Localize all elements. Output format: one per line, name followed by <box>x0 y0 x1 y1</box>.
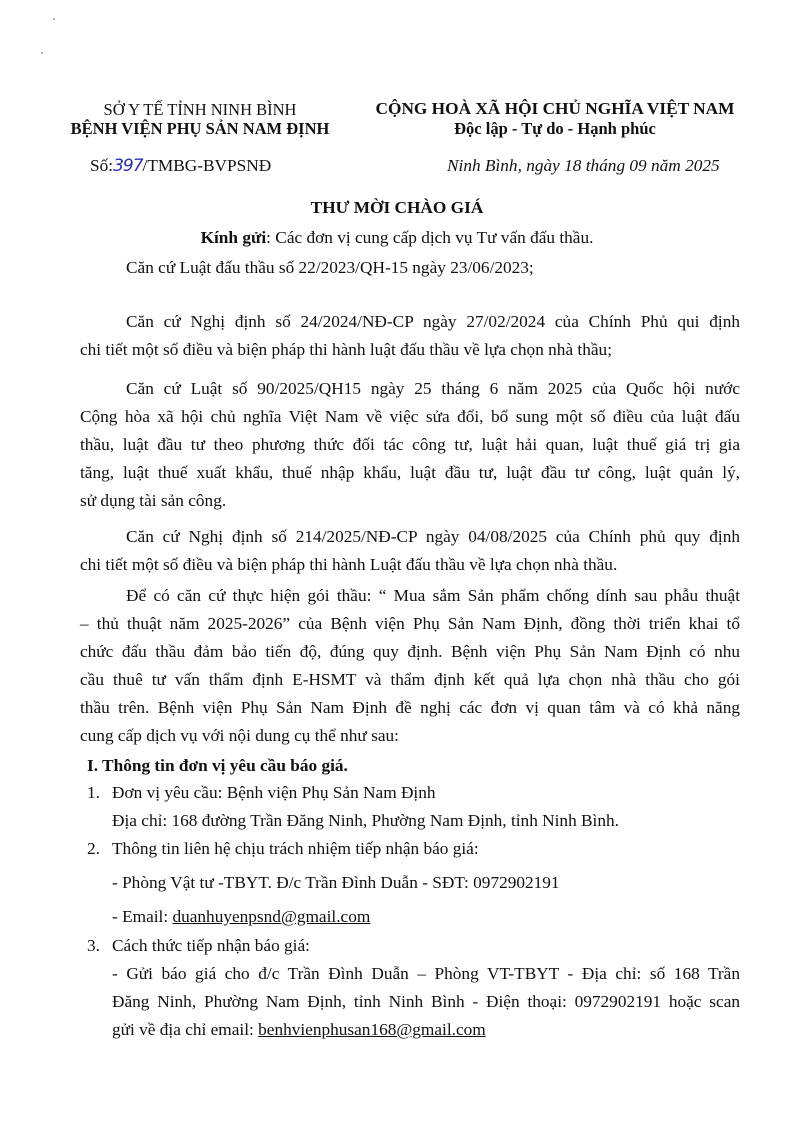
purpose-paragraph <box>80 582 740 750</box>
legal-basis-paragraph <box>80 523 740 579</box>
paragraph-line <box>112 1016 740 1044</box>
paragraph-line: thầu trên. Bệnh viện Phụ Sản Nam Định đề nghị các đơn vị quan tâm và có khả năng <box>80 698 740 717</box>
item-number: 2. <box>87 839 100 858</box>
item-number: 3. <box>87 936 100 955</box>
item-text: Cách thức tiếp nhận báo giá: <box>112 936 310 955</box>
scan-speck <box>41 52 43 54</box>
paragraph-line: chức đấu thầu đảm bảo tiến độ, đúng quy định. Bệnh viện Phụ Sản Nam Định có nhu <box>80 642 740 661</box>
country-name: CỘNG HOÀ XÃ HỘI CHỦ NGHĨA VIỆT NAM <box>375 99 735 118</box>
hospital-name: BỆNH VIỆN PHỤ SẢN NAM ĐỊNH <box>70 119 330 138</box>
email-prefix: gửi về địa chỉ email: <box>112 1020 259 1039</box>
number-prefix: Số: <box>90 156 114 175</box>
legal-basis-paragraph <box>80 308 740 364</box>
paragraph-line: chi tiết một số điều và biện pháp thi hành luật đấu thầu về lựa chọn nhà thầu; <box>80 340 612 359</box>
paragraph-line: - Gửi báo giá cho đ/c Trần Đình Duẫn – Phòng VT-TBYT - Địa chỉ: số 168 Trần <box>112 964 740 983</box>
item-text: Đơn vị yêu cầu: Bệnh viện Phụ Sản Nam Định <box>112 783 436 802</box>
paragraph-line: Căn cứ Luật số 90/2025/QH15 ngày 25 tháng 6 năm 2025 của Quốc hội nước <box>126 379 740 398</box>
place-date: Ninh Bình, ngày 18 tháng 09 năm 2025 <box>447 156 720 175</box>
paragraph-line: thầu, luật đầu tư theo phương thức đối tác công tư, luật hải quan, luật thuế giá trị gia <box>80 435 740 454</box>
item-number: 1. <box>87 783 100 802</box>
paragraph-line: sử dụng tài sản công. <box>80 491 227 510</box>
address-line: Địa chỉ: 168 đường Trần Đăng Ninh, Phường Nam Định, tỉnh Ninh Bình. <box>112 811 619 830</box>
national-motto: Độc lập - Tự do - Hạnh phúc <box>454 119 656 138</box>
paragraph-line: – thủ thuật năm 2025-2026” của Bệnh viện Phụ Sản Nam Định, đồng thời triển khai tổ <box>80 614 740 633</box>
document-title: THƯ MỜI CHÀO GIÁ <box>310 198 484 217</box>
paragraph-line: Căn cứ Nghị định số 24/2024/NĐ-CP ngày 27/02/2024 của Chính Phủ qui định <box>126 312 740 331</box>
contact-line: - Phòng Vật tư -TBYT. Đ/c Trần Đình Duẫn - SĐT: 0972902191 <box>112 873 560 892</box>
submission-email-link[interactable]: benhvienphusan168@gmail.com <box>258 1020 486 1039</box>
item-text: Thông tin liên hệ chịu trách nhiệm tiếp nhận báo giá: <box>112 839 479 858</box>
recipient-text: : Các đơn vị cung cấp dịch vụ Tư vấn đấu thầu. <box>266 228 594 247</box>
department-name: SỞ Y TẾ TỈNH NINH BÌNH <box>103 100 297 119</box>
submission-instructions <box>112 960 740 1044</box>
paragraph-line: Đăng Ninh, Phường Nam Định, tỉnh Ninh Bình - Điện thoại: 0972902191 hoặc scan <box>112 992 740 1011</box>
number-suffix: /TMBG-BVPSNĐ <box>142 156 272 175</box>
legal-basis-paragraph <box>80 254 740 282</box>
handwritten-number: 397 <box>113 156 143 176</box>
paragraph-line: Cộng hòa xã hội chủ nghĩa Việt Nam về việc sửa đổi, bổ sung một số điều của luật đấu <box>80 407 740 426</box>
recipient-line <box>0 228 794 248</box>
contact-email-link[interactable]: duanhuyenpsnd@gmail.com <box>172 907 371 926</box>
legal-basis-paragraph <box>80 375 740 515</box>
scan-speck <box>53 18 55 20</box>
paragraph-line: chi tiết một số điều và biện pháp thi hành Luật đấu thầu về lựa chọn nhà thầu. <box>80 555 618 574</box>
paragraph-line: tăng, luật thuế xuất khẩu, thuế nhập khẩu, luật đầu tư, luật đầu tư công, luật quản lý, <box>80 463 740 482</box>
paragraph-line: Căn cứ Luật đấu thầu số 22/2023/QH-15 ngày 23/06/2023; <box>126 258 534 277</box>
paragraph-line: Để có căn cứ thực hiện gói thầu: “ Mua sắm Sản phẩm chống dính sau phẫu thuật <box>126 586 740 605</box>
recipient-label: Kính gửi <box>200 228 267 247</box>
email-line <box>112 907 370 927</box>
section-heading: I. Thông tin đơn vị yêu cầu báo giá. <box>87 756 348 775</box>
document-number <box>90 156 271 176</box>
paragraph-line: cầu thuê tư vấn thẩm định E-HSMT và thẩm định kết quả lựa chọn nhà thầu cho gói <box>80 670 740 689</box>
email-label: - Email: <box>112 907 173 926</box>
paragraph-line: Căn cứ Nghị định số 214/2025/NĐ-CP ngày 04/08/2025 của Chính phủ quy định <box>126 527 740 546</box>
paragraph-line: cung cấp dịch vụ với nội dung cụ thể như sau: <box>80 726 399 745</box>
